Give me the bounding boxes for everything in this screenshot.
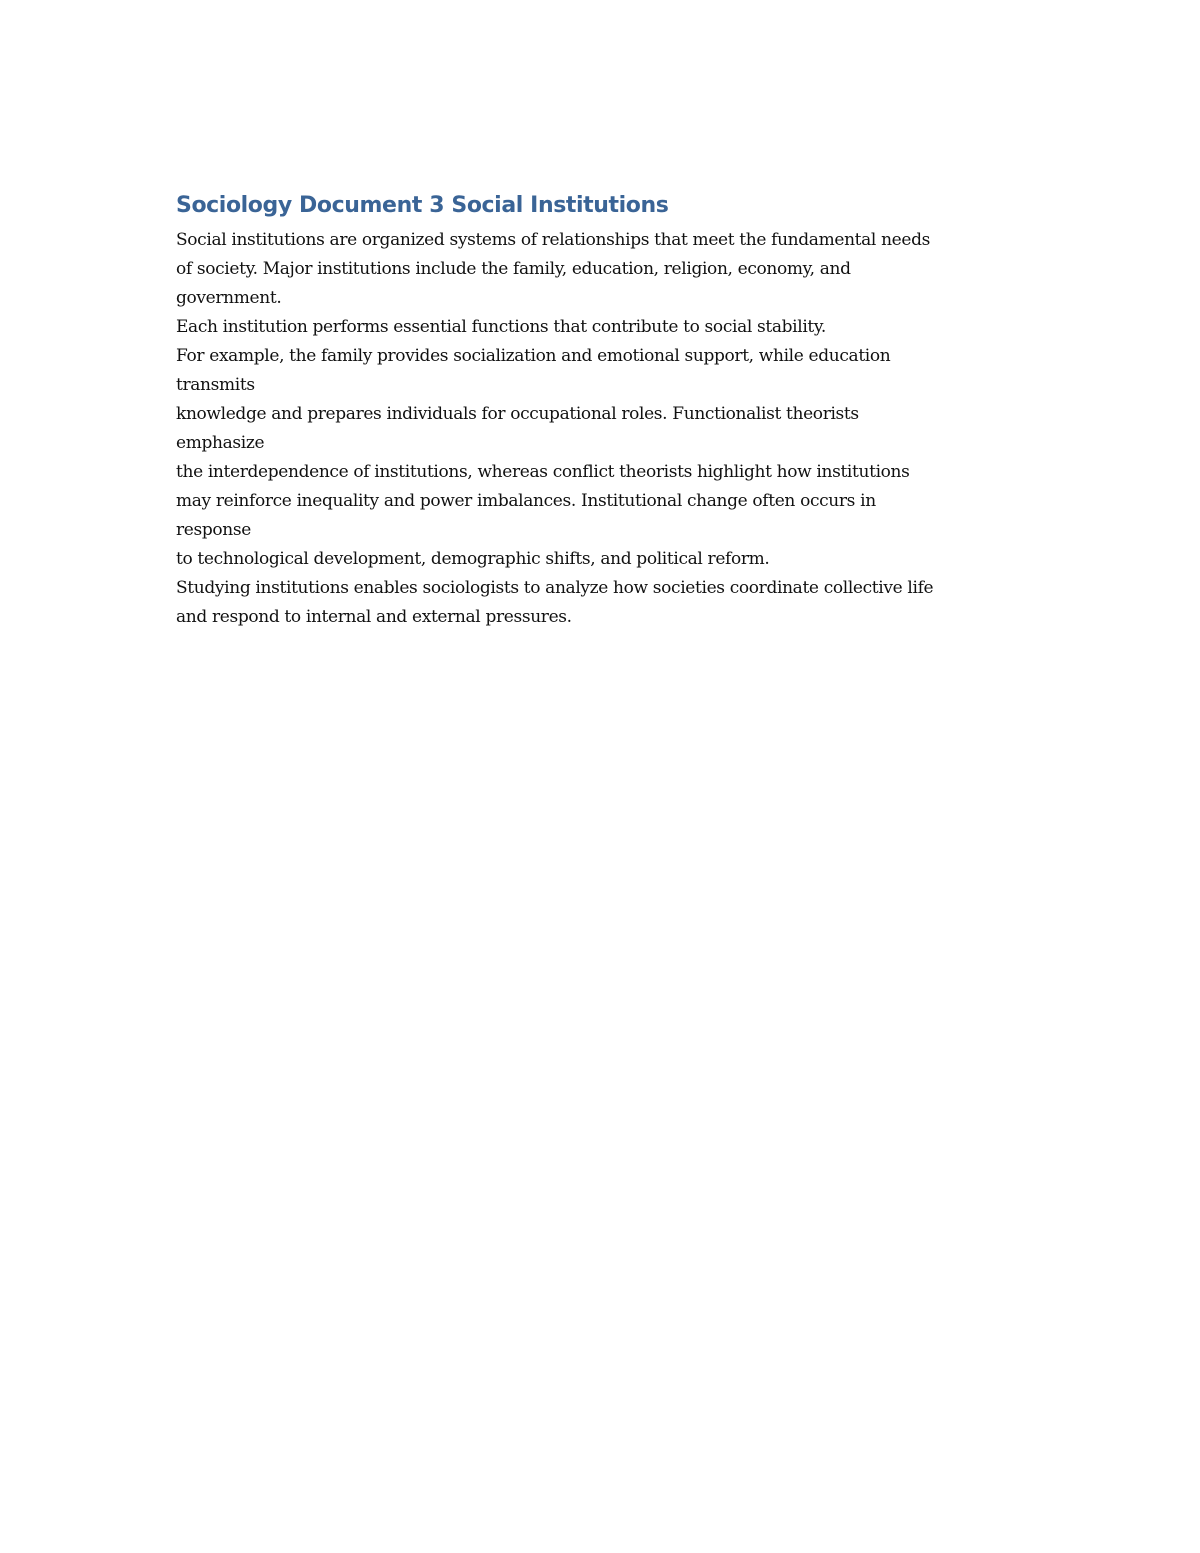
document-content	[176, 190, 1026, 632]
text-line: response	[176, 520, 251, 540]
text-line: emphasize	[176, 433, 265, 453]
document-body	[176, 226, 1026, 632]
text-line: Social institutions are organized systems of relationships that meet the fundamental needs	[176, 230, 930, 250]
document-title: Sociology Document 3 Social Institutions	[176, 193, 669, 218]
text-line: For example, the family provides socialization and emotional support, while education	[176, 346, 891, 366]
text-line: the interdependence of institutions, whereas conflict theorists highlight how institutions	[176, 462, 910, 482]
text-line: Studying institutions enables sociologists to analyze how societies coordinate collective life	[176, 578, 934, 598]
text-line: may reinforce inequality and power imbalances. Institutional change often occurs in	[176, 491, 876, 511]
text-line: government.	[176, 288, 282, 308]
text-line: and respond to internal and external pressures.	[176, 607, 572, 627]
text-line: of society. Major institutions include the family, education, religion, economy, and	[176, 259, 851, 279]
text-line: Each institution performs essential functions that contribute to social stability.	[176, 317, 826, 337]
text-line: to technological development, demographic shifts, and political reform.	[176, 549, 770, 569]
text-line: transmits	[176, 375, 255, 395]
text-line: knowledge and prepares individuals for occupational roles. Functionalist theorists	[176, 404, 859, 424]
